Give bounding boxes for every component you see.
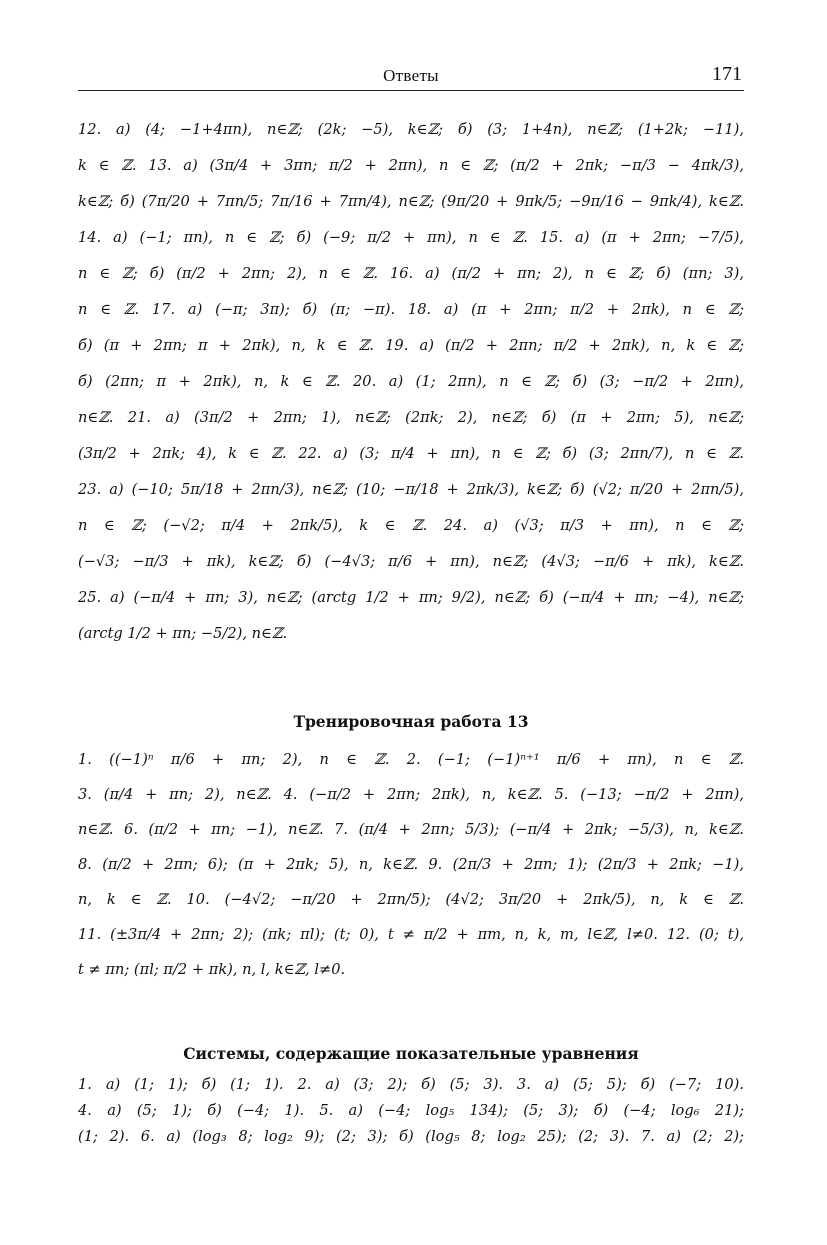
text-line: 4. а) (5; 1); б) (−4; 1). 5. а) (−4; log₅ 134); (5; 3); б) (−4; log₆ 21);	[78, 1102, 744, 1119]
text-line: k ∈ ℤ. 13. а) (3π/4 + 3πn; π/2 + 2πn), n ∈ ℤ; (π/2 + 2πk; −π/3 − 4πk/3),	[78, 157, 744, 174]
text-line: 14. а) (−1; πn), n ∈ ℤ; б) (−9; π/2 + πn), n ∈ ℤ. 15. а) (π + 2πn; −7/5),	[78, 229, 744, 246]
text-line: (1; 2). 6. а) (log₃ 8; log₂ 9); (2; 3); б) (log₅ 8; log₂ 25); (2; 3). 7. а) (2; 2);	[78, 1128, 744, 1145]
text-line: k∈ℤ; б) (7π/20 + 7πn/5; 7π/16 + 7πn/4), n∈ℤ; (9π/20 + 9πk/5; −9π/16 − 9πk/4), k∈ℤ.	[78, 193, 744, 210]
text-line: 23. а) (−10; 5π/18 + 2πn/3), n∈ℤ; (10; −π/18 + 2πk/3), k∈ℤ; б) (√2; π/20 + 2πn/5),	[78, 481, 744, 498]
text-line: (arctg 1/2 + πn; −5/2), n∈ℤ.	[78, 625, 288, 642]
text-line: б) (2πn; π + 2πk), n, k ∈ ℤ. 20. а) (1; 2πn), n ∈ ℤ; б) (3; −π/2 + 2πn),	[78, 373, 744, 390]
text-line: n, k ∈ ℤ. 10. (−4√2; −π/20 + 2πn/5); (4√2; 3π/20 + 2πk/5), n, k ∈ ℤ.	[78, 891, 744, 908]
answers-block-1	[78, 112, 744, 652]
text-line: n ∈ ℤ; (−√2; π/4 + 2πk/5), k ∈ ℤ. 24. а) (√3; π/3 + πn), n ∈ ℤ;	[78, 517, 744, 534]
running-title: Ответы	[383, 66, 439, 85]
text-line: t ≠ πn; (πl; π/2 + πk), n, l, k∈ℤ, l≠0.	[78, 961, 346, 978]
text-line: 11. (±3π/4 + 2πn; 2); (πk; πl); (t; 0), t ≠ π/2 + πm, n, k, m, l∈ℤ, l≠0. 12. (0; t),	[78, 926, 744, 943]
text-line: 1. а) (1; 1); б) (1; 1). 2. а) (3; 2); б) (5; 3). 3. а) (5; 5); б) (−7; 10).	[78, 1076, 744, 1093]
text-line: n ∈ ℤ; б) (π/2 + 2πn; 2), n ∈ ℤ. 16. а) (π/2 + πn; 2), n ∈ ℤ; б) (πn; 3),	[78, 265, 744, 282]
text-line: б) (π + 2πn; π + 2πk), n, k ∈ ℤ. 19. а) (π/2 + 2πn; π/2 + 2πk), n, k ∈ ℤ;	[78, 337, 744, 354]
text-line: 12. а) (4; −1+4πn), n∈ℤ; (2k; −5), k∈ℤ; б) (3; 1+4n), n∈ℤ; (1+2k; −11),	[78, 121, 744, 138]
text-line: n ∈ ℤ. 17. а) (−π; 3π); б) (π; −π). 18. а) (π + 2πn; π/2 + 2πk), n ∈ ℤ;	[78, 301, 744, 318]
answers-block-2	[78, 742, 744, 987]
text-line: 1. ((−1)ⁿ π/6 + πn; 2), n ∈ ℤ. 2. (−1; (−1)ⁿ⁺¹ π/6 + πn), n ∈ ℤ.	[78, 751, 744, 768]
section-title-training-13: Тренировочная работа 13	[293, 712, 529, 731]
text-line: 25. а) (−π/4 + πn; 3), n∈ℤ; (arctg 1/2 + πn; 9/2), n∈ℤ; б) (−π/4 + πn; −4), n∈ℤ;	[78, 589, 744, 606]
text-line: (−√3; −π/3 + πk), k∈ℤ; б) (−4√3; π/6 + πn), n∈ℤ; (4√3; −π/6 + πk), k∈ℤ.	[78, 553, 744, 570]
text-line: 8. (π/2 + 2πn; 6); (π + 2πk; 5), n, k∈ℤ. 9. (2π/3 + 2πn; 1); (2π/3 + 2πk; −1),	[78, 856, 744, 873]
text-line: n∈ℤ. 6. (π/2 + πn; −1), n∈ℤ. 7. (π/4 + 2πn; 5/3); (−π/4 + 2πk; −5/3), n, k∈ℤ.	[78, 821, 744, 838]
page-number: 171	[712, 63, 742, 85]
answers-block-3	[78, 1072, 744, 1150]
text-line: (3π/2 + 2πk; 4), k ∈ ℤ. 22. а) (3; π/4 + πn), n ∈ ℤ; б) (3; 2πn/7), n ∈ ℤ.	[78, 445, 744, 462]
text-line: 3. (π/4 + πn; 2), n∈ℤ. 4. (−π/2 + 2πn; 2πk), n, k∈ℤ. 5. (−13; −π/2 + 2πn),	[78, 786, 744, 803]
page-header	[78, 62, 744, 91]
section-title-exponential-systems: Системы, содержащие показательные уравнения	[183, 1044, 639, 1063]
text-line: n∈ℤ. 21. а) (3π/2 + 2πn; 1), n∈ℤ; (2πk; 2), n∈ℤ; б) (π + 2πn; 5), n∈ℤ;	[78, 409, 744, 426]
